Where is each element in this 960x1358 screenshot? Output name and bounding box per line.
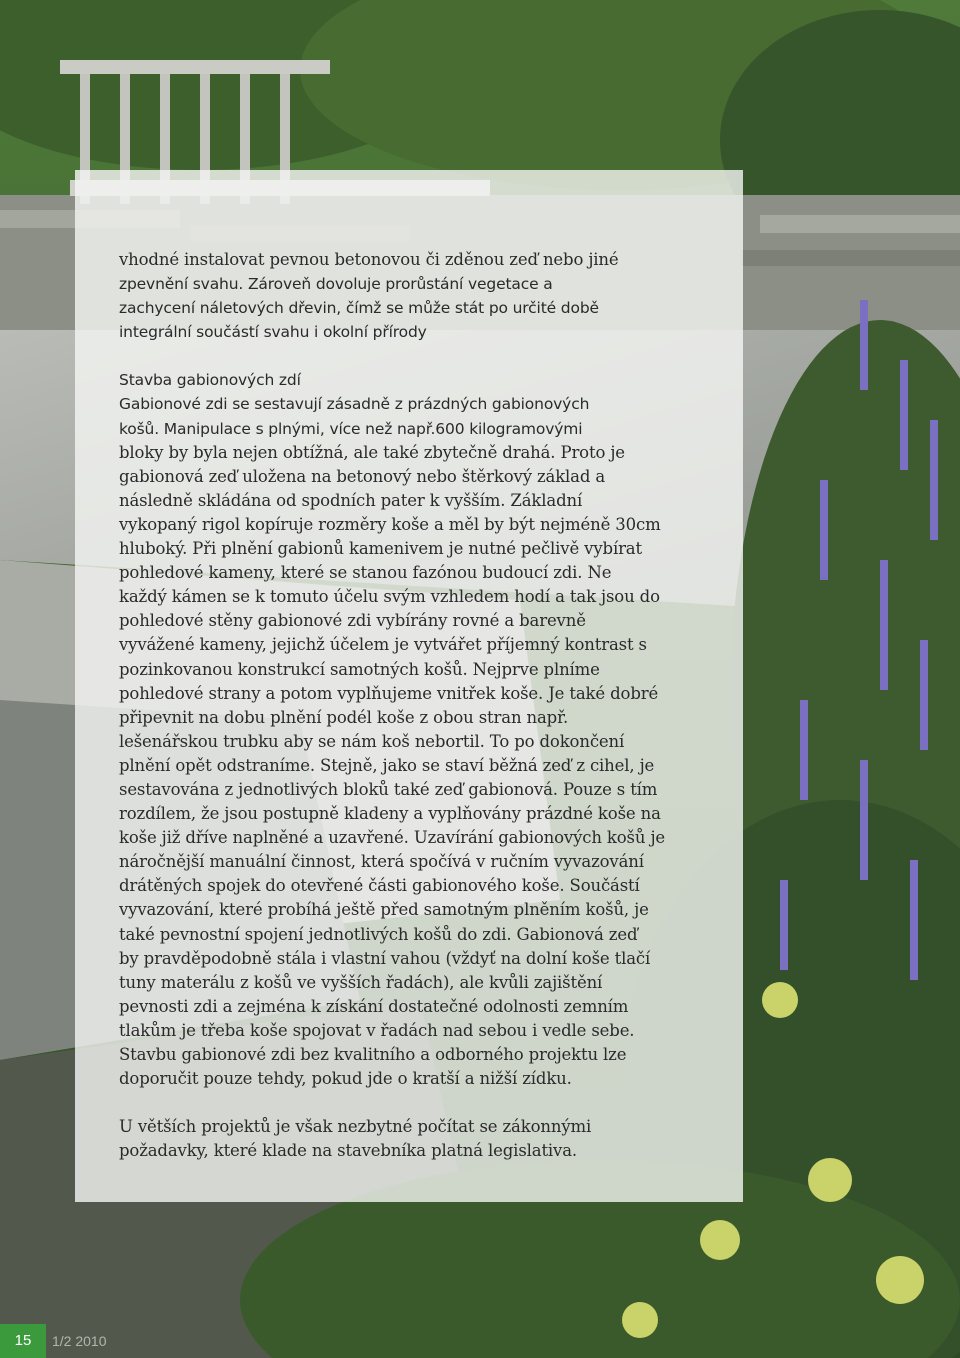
- paragraph-gap: [119, 344, 719, 368]
- body-line: pohledové strany a potom vyplňujeme vnitřek koše. Je také dobré: [119, 683, 659, 703]
- body-line: vykopaný rigol kopíruje rozměry koše a měl by být nejméně 30cm: [119, 514, 661, 534]
- body-line: také pevnostní spojení jednotlivých košů do zdi. Gabionová zeď: [119, 924, 638, 944]
- body-line: tlakům je třeba koše spojovat v řadách nad sebou i vedle sebe.: [119, 1020, 635, 1040]
- body-line: Stavbu gabionové zdi bez kvalitního a odborného projektu lze: [119, 1045, 627, 1064]
- body-line: zpevnění svahu. Zároveň dovoluje prorůstání vegetace a: [119, 275, 553, 294]
- body-line: koše již dříve naplněné a uzavřené. Uzavírání gabionových košů je: [119, 828, 666, 848]
- body-line: integrální součástí svahu i okolní přírody: [119, 323, 427, 342]
- body-line: každý kámen se k tomuto účelu svým vzhledem hodí a tak jsou do: [119, 587, 660, 607]
- body-line: pohledové kameny, které se stanou fazónou budoucí zdi. Ne: [119, 563, 612, 583]
- body-line: pozinkovanou konstrukcí samotných košů. Nejprve plníme: [119, 659, 600, 679]
- body-line: košů. Manipulace s plnými, více než např.600 kilogramovými: [119, 419, 583, 438]
- body-line: U větších projektů je však nezbytné počítat se zákonnými: [119, 1117, 592, 1137]
- body-line: plnění opět odstraníme. Stejně, jako se staví běžná zeď z cihel, je: [119, 755, 655, 775]
- body-line: Gabionové zdi se sestavují zásadně z prázdných gabionových: [119, 395, 590, 414]
- body-line: gabionová zeď uložena na betonový nebo štěrkový základ a: [119, 466, 606, 486]
- body-line: rozdílem, že jsou postupně kladeny a vyplňovány prázdné koše na: [119, 804, 661, 824]
- body-line: doporučit pouze tehdy, pokud jde o kratší a nižší zídku.: [119, 1069, 572, 1089]
- body-line: požadavky, které klade na stavebníka platná legislativa.: [119, 1141, 578, 1161]
- body-line: připevnit na dobu plnění podél koše z obou stran např.: [119, 707, 569, 727]
- body-line: vyvážené kameny, jejichž účelem je vytvářet příjemný kontrast s: [119, 635, 647, 655]
- body-line: by pravděpodobně stála i vlastní vahou (vždyť na dolní koše tlačí: [119, 948, 651, 968]
- body-line: vhodné instalovat pevnou betonovou či zděnou zeď nebo jiné: [119, 250, 619, 269]
- body-line: lešenářskou trubku aby se nám koš nebortil. To po dokončení: [119, 731, 625, 751]
- section-heading: Stavba gabionových zdí: [119, 371, 301, 390]
- body-line: následně skládána od spodních pater k vyšším. Základní: [119, 490, 583, 510]
- body-line: sestavována z jednotlivých bloků také zeď gabionová. Pouze s tím: [119, 779, 658, 799]
- body-line: drátěných spojek do otevřené části gabionového koše. Součástí: [119, 876, 640, 896]
- paragraph-gap: [119, 1091, 719, 1115]
- page-number-badge: 15: [0, 1324, 46, 1358]
- body-line: pohledové stěny gabionové zdi vybírány rovné a barevně: [119, 611, 586, 631]
- body-line: bloky by byla nejen obtížná, ale také zbytečně drahá. Proto je: [119, 442, 625, 462]
- body-line: hluboký. Při plnění gabionů kamenivem je nutné pečlivě vybírat: [119, 539, 642, 559]
- issue-label: 1/2 2010: [52, 1333, 107, 1349]
- body-line: pevnosti zdi a zejména k získání dostatečné odolnosti zemním: [119, 996, 629, 1016]
- body-line: vyvazování, které probíhá ještě před samotným plněním košů, je: [119, 900, 649, 920]
- body-line: náročnější manuální činnost, která spočívá v ručním vyvazování: [119, 852, 644, 872]
- body-line: tuny materálu z košů ve vyšších řadách), ale kvůli zajištění: [119, 972, 603, 992]
- article-body: [119, 248, 719, 1163]
- body-line: zachycení náletových dřevin, čímž se může stát po určité době: [119, 299, 599, 318]
